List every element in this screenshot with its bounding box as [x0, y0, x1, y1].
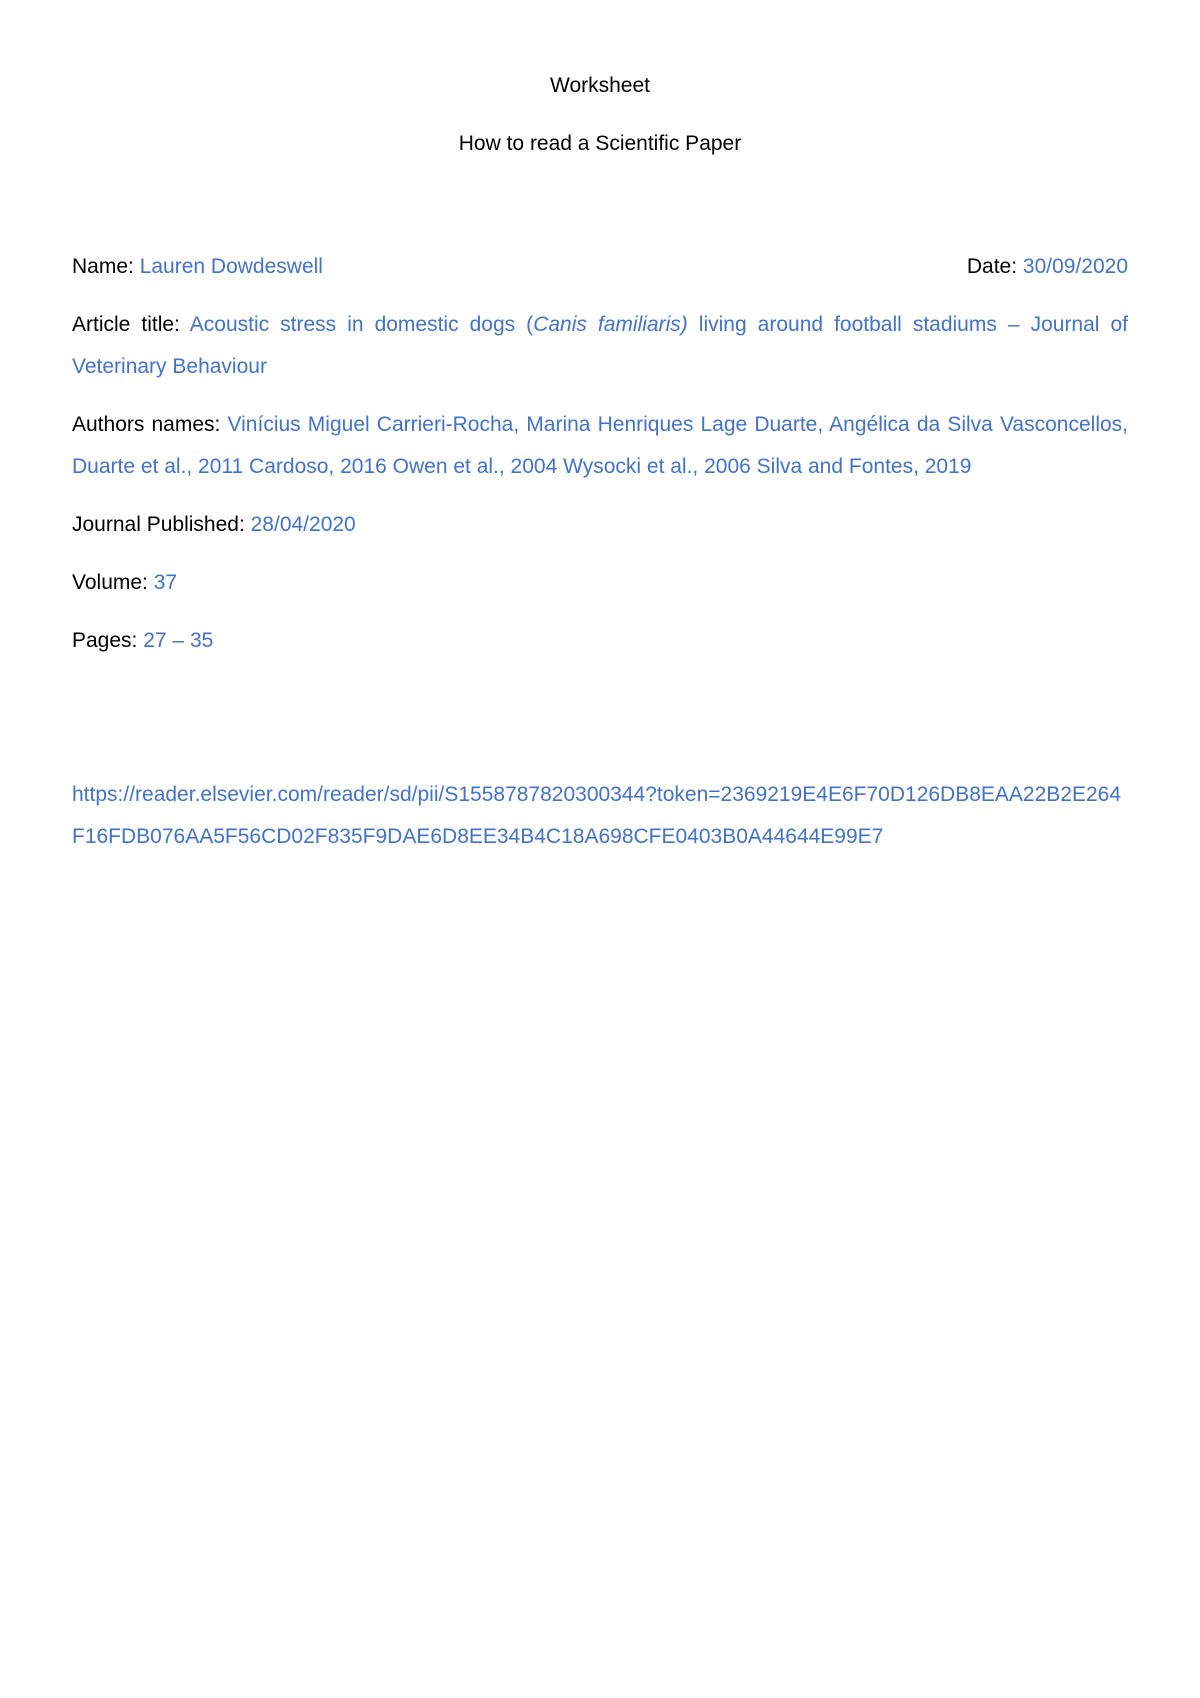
- article-title-value-part2: living around football stadiums – Journal of Veterinary Behaviour: [72, 313, 1129, 378]
- pages-value: 27 – 35: [143, 629, 214, 652]
- worksheet-title: Worksheet: [550, 74, 650, 97]
- volume-label: Volume:: [72, 571, 148, 594]
- pages-field: [72, 620, 1128, 662]
- journal-published-value: 28/04/2020: [250, 513, 356, 536]
- name-date-row: [72, 246, 1128, 288]
- volume-field: [72, 562, 1128, 604]
- volume-value: 37: [153, 571, 178, 594]
- fields-section: [72, 246, 1128, 678]
- pages-label: Pages:: [72, 629, 138, 652]
- article-url-link[interactable]: https://reader.elsevier.com/reader/sd/pii/S1558787820300344?token=2369219E4E6F70D126DB8EAA22B2E264F16FDB076AA5F56CD02F835F9DAE6D8EE34B4C18A698CFE0403B0A44644E99E7: [72, 783, 1122, 848]
- date-value: 30/09/2020: [1022, 255, 1128, 278]
- article-title-label: Article title:: [72, 313, 180, 336]
- name-label: Name:: [72, 255, 134, 278]
- article-title-field: [72, 304, 1128, 388]
- name-value: Lauren Dowdeswell: [139, 255, 323, 278]
- article-title-value-species: Canis familiaris): [533, 313, 688, 336]
- date-field: [967, 246, 1128, 288]
- authors-value: Vinícius Miguel Carrieri-Rocha, Marina Henriques Lage Duarte, Angélica da Silva Vasconcellos, Duarte et al., 2011 Cardoso, 2016 Owen et al., 2004 Wysocki et al., 2006 Silva and Fontes, 2019: [72, 413, 1128, 478]
- article-title-value-part1: Acoustic stress in domestic dogs (: [189, 313, 534, 336]
- authors-label: Authors names:: [72, 413, 221, 436]
- worksheet-subtitle: How to read a Scientific Paper: [458, 132, 742, 155]
- name-field: [72, 246, 323, 288]
- journal-published-field: [72, 504, 1128, 546]
- date-label: Date:: [966, 255, 1018, 278]
- journal-published-label: Journal Published:: [72, 513, 245, 536]
- authors-field: [72, 404, 1128, 488]
